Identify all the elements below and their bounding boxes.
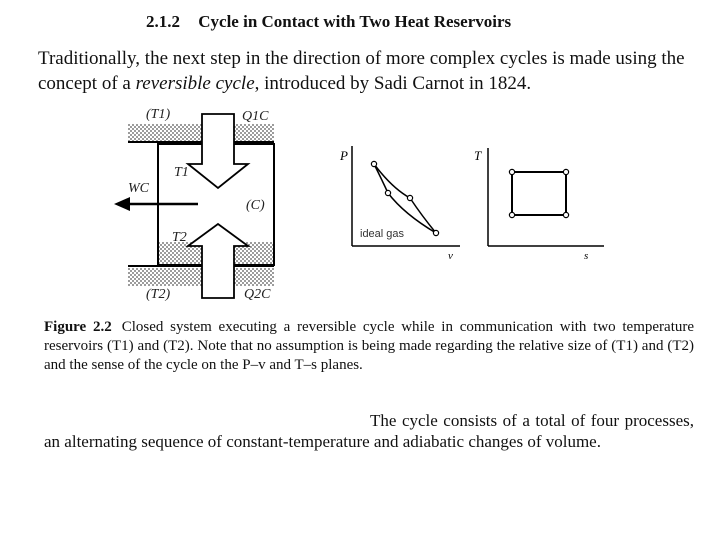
label-reservoir-bottom: (T2) xyxy=(146,287,171,302)
label-work: WC xyxy=(128,181,149,196)
pv-state-3 xyxy=(433,230,438,235)
ts-state-2 xyxy=(563,169,568,174)
figure-label: Figure 2.2 xyxy=(44,319,112,335)
reservoir-top xyxy=(128,124,274,142)
ts-ylabel: T xyxy=(474,148,482,163)
ts-state-4 xyxy=(509,212,514,217)
pv-ylabel: P xyxy=(340,148,348,163)
work-arrowhead xyxy=(114,197,130,211)
label-heat-bottom: Q2C xyxy=(244,287,271,302)
section-number: 2.1.2 xyxy=(146,12,180,31)
pv-xlabel: v xyxy=(448,250,453,262)
ts-cycle xyxy=(512,172,566,215)
intro-text-2: , introduced by Sadi Carnot in 1824. xyxy=(254,73,532,94)
reservoir-bottom xyxy=(128,266,274,286)
label-heat-top: Q1C xyxy=(242,109,269,124)
ts-state-3 xyxy=(563,212,568,217)
ts-state-1 xyxy=(509,169,514,174)
cycle-paragraph xyxy=(44,410,694,452)
label-system: (C) xyxy=(246,198,265,213)
pv-state-4 xyxy=(385,190,390,195)
label-reservoir-top: (T1) xyxy=(146,107,171,122)
label-temp-bottom: T2 xyxy=(172,230,187,245)
intro-text-1: Traditionally, the next step in the direction of more complex cycles is made using the concept of a xyxy=(38,48,685,94)
ts-xlabel: s xyxy=(584,250,589,262)
ts-plot xyxy=(474,148,604,262)
intro-emphasis: reversible cycle xyxy=(135,73,255,94)
pv-state-2 xyxy=(407,195,412,200)
caption-text: Closed system executing a reversible cycle while in communication with two temperature reservoirs (T1) and (T2). Note that no assumption is being made regarding the relative size of (T1) and (T2) and the sense of the cycle on the P–v and T–s planes. xyxy=(44,319,695,373)
pv-cycle-upper xyxy=(374,164,436,233)
pv-plot xyxy=(339,146,460,262)
figure-caption xyxy=(44,318,694,375)
section-title: Cycle in Contact with Two Heat Reservoirs xyxy=(198,12,512,31)
label-temp-top: T1 xyxy=(174,165,189,180)
paragraph-text: The cycle consists of a total of four processes, an alternating sequence of constant-temperature and adiabatic changes of volume. xyxy=(44,411,694,451)
pv-state-1 xyxy=(371,161,376,166)
pv-annotation: ideal gas xyxy=(360,228,405,240)
